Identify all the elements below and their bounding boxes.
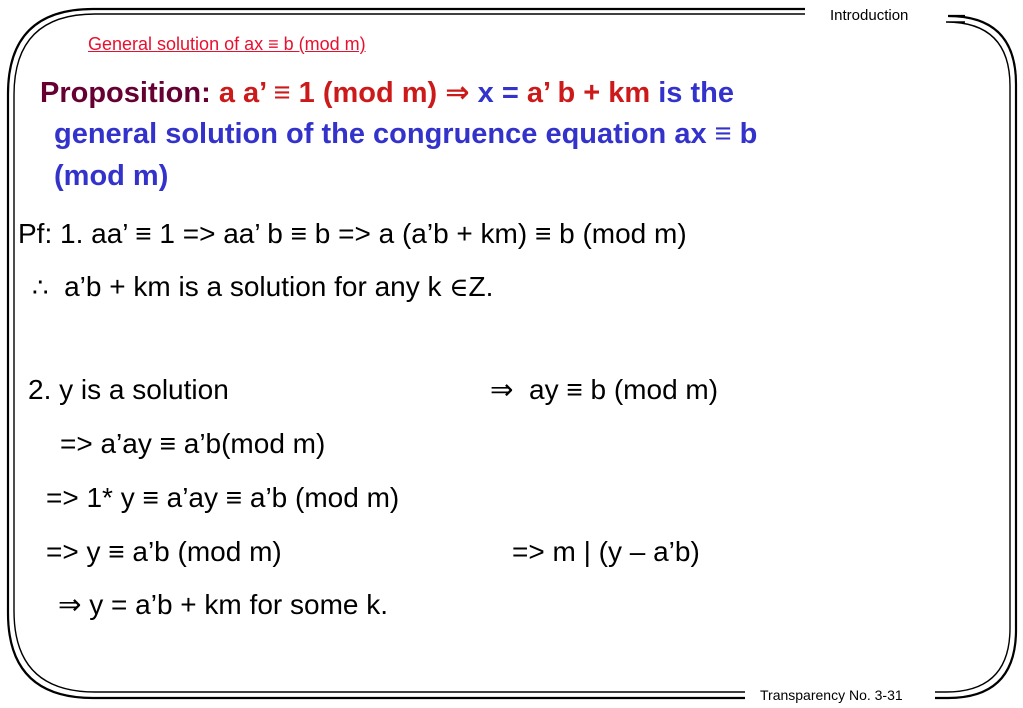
proof-line-6a: => y ≡ a’b (mod m) <box>46 536 282 567</box>
proof-line-5: => 1* y ≡ a’ay ≡ a’b (mod m) <box>46 482 400 513</box>
proof-line-3b <box>490 373 718 407</box>
proof-line-1: Pf: 1. aa’ ≡ 1 => aa’ b ≡ b => a (a’b + km) ≡ b (mod m) <box>18 218 687 249</box>
element-of-icon: ∈ <box>449 273 469 303</box>
therefore-icon: ∴ <box>32 273 49 303</box>
implies-arrow-icon: ⇒ <box>58 588 82 621</box>
page-number-label: Transparency No. 3-31 <box>760 687 903 703</box>
proposition-line-1 <box>40 72 980 114</box>
proof-line-6b: => m | (y – a’b) <box>512 536 700 567</box>
proof-line-2-text: a’b + km is a solution for any k <box>64 271 450 302</box>
proof-conclusion: y = a’b + km for some k. <box>89 589 389 620</box>
proof-line-3-result: ay ≡ b (mod m) <box>529 374 719 405</box>
proposition-label: Proposition: <box>40 77 211 109</box>
proposition-rest: is the <box>658 77 734 109</box>
proof-line-2-end: Z. <box>468 271 494 302</box>
proposition-line-2: general solution of the congruence equation ax ≡ b <box>54 118 758 150</box>
section-header: Introduction <box>830 7 909 24</box>
proof-line-7 <box>58 588 388 622</box>
slide-subtitle: General solution of ax ≡ b (mod m) <box>88 34 366 54</box>
implies-arrow-icon: ⇒ <box>445 75 470 109</box>
proposition-expression: a’ b + km <box>526 77 651 109</box>
proposition-premise: a a’ ≡ 1 (mod m) <box>218 77 438 109</box>
proof-line-3a: 2. y is a solution <box>28 374 229 405</box>
proposition-line-3: (mod m) <box>54 160 169 192</box>
implies-arrow-icon: ⇒ <box>490 373 514 406</box>
proof-line-2 <box>32 270 493 305</box>
proposition-x-eq: x = <box>477 77 527 109</box>
proof-line-4: => a’ay ≡ a’b(mod m) <box>60 428 326 459</box>
